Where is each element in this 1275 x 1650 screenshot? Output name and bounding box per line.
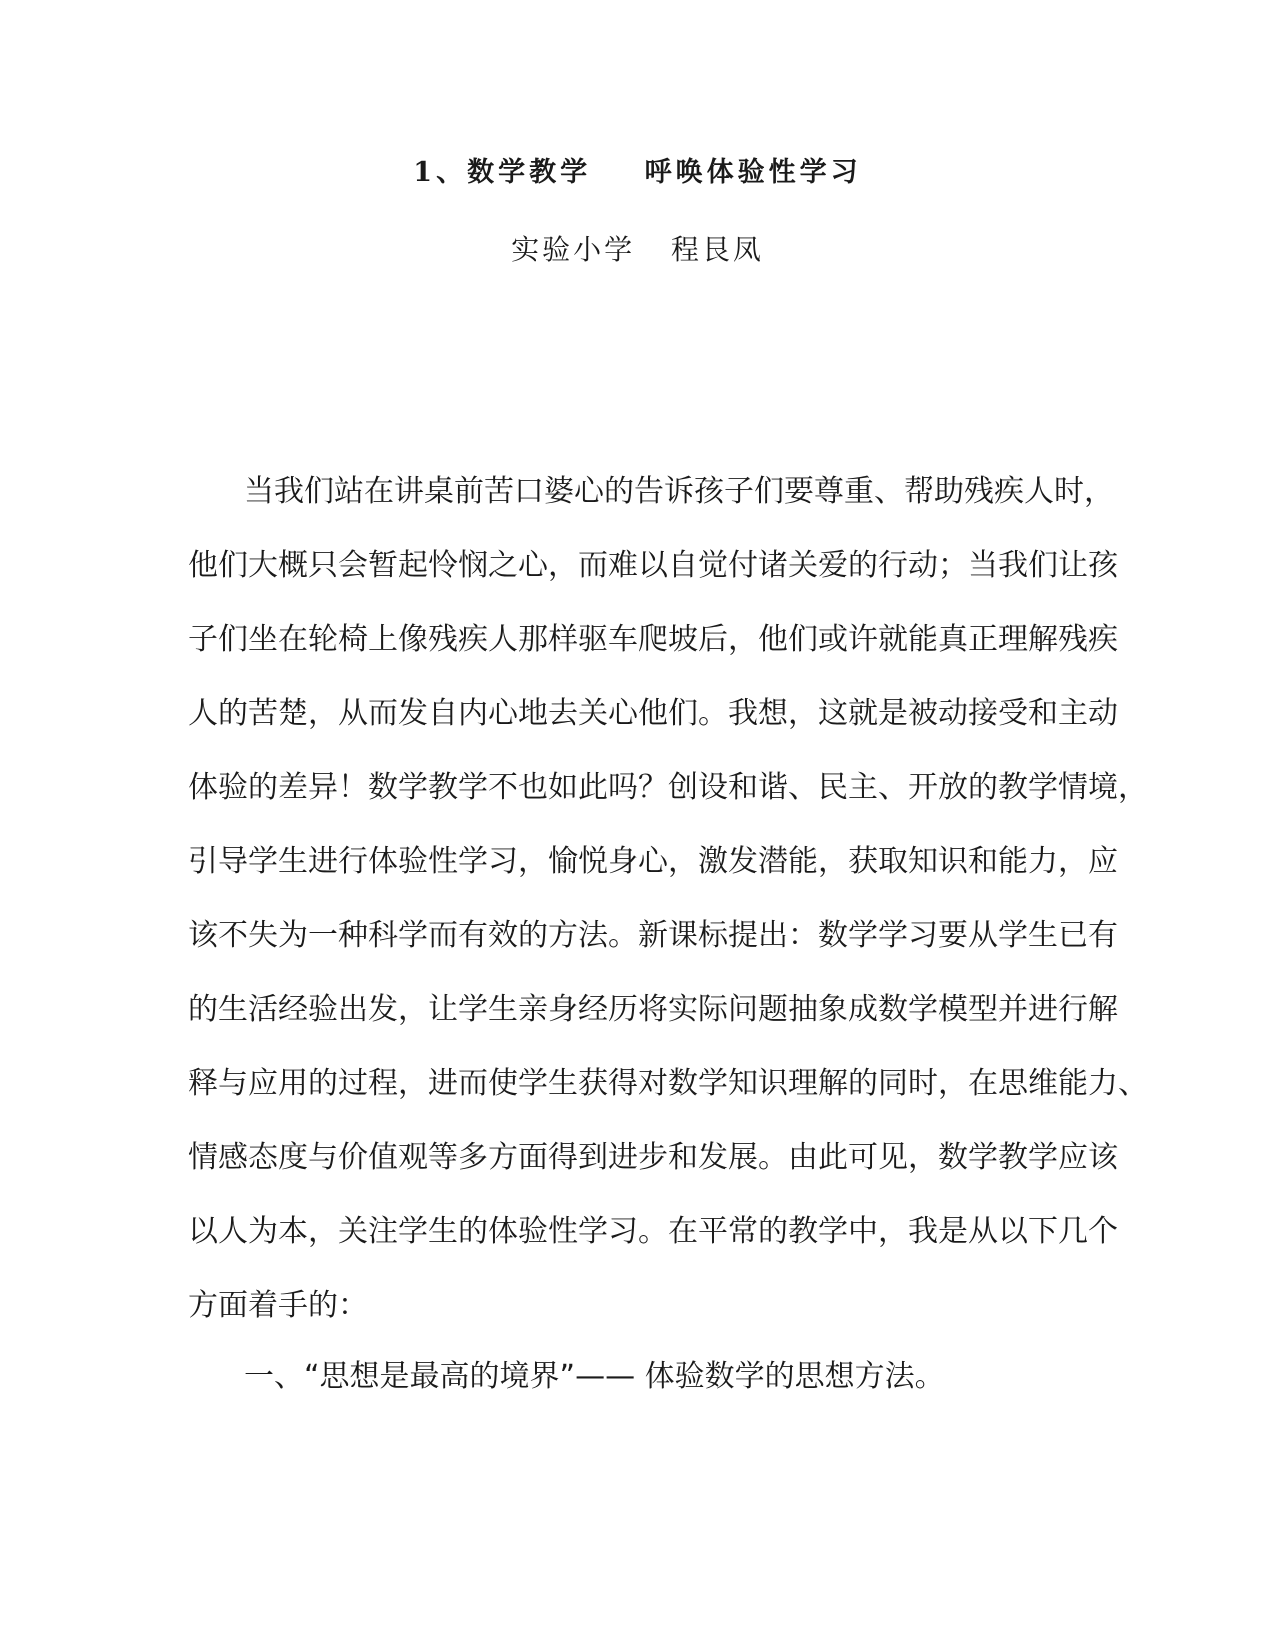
paragraph-line: 释与应用的过程，进而使学生获得对数学知识理解的同时，在思维能力、 [188, 1066, 1148, 1101]
section-heading: 一、“思想是最高的境界”—— 体验数学的思想方法。 [244, 1359, 945, 1394]
paragraph-line: 情感态度与价值观等多方面得到进步和发展。由此可见，数学教学应该 [188, 1140, 1118, 1175]
body-paragraph [188, 455, 1148, 1343]
paragraph-line: 人的苦楚，从而发自内心地去关心他们。我想，这就是被动接受和主动 [188, 696, 1118, 731]
document-title: 1、数学教学 呼唤体验性学习 [413, 157, 862, 188]
paragraph-line: 引导学生进行体验性学习，愉悦身心，激发潜能，获取知识和能力，应 [188, 844, 1118, 879]
paragraph-line: 该不失为一种科学而有效的方法。新课标提出：数学学习要从学生已有 [188, 918, 1118, 953]
document-author: 实验小学 程艮凤 [511, 233, 764, 266]
paragraph-line: 他们大概只会暂起怜悯之心，而难以自觉付诸关爱的行动；当我们让孩 [188, 548, 1118, 583]
paragraph-line: 的生活经验出发，让学生亲身经历将实际问题抽象成数学模型并进行解 [188, 992, 1118, 1027]
paragraph-line: 体验的差异！数学教学不也如此吗？创设和谐、民主、开放的教学情境， [188, 770, 1148, 805]
paragraph-line: 子们坐在轮椅上像残疾人那样驱车爬坡后，他们或许就能真正理解残疾 [188, 622, 1118, 657]
paragraph-line: 方面着手的： [188, 1288, 368, 1323]
paragraph-line: 以人为本，关注学生的体验性学习。在平常的教学中，我是从以下几个 [188, 1214, 1118, 1249]
paragraph-line: 当我们站在讲桌前苦口婆心的告诉孩子们要尊重、帮助残疾人时， [244, 474, 1114, 509]
